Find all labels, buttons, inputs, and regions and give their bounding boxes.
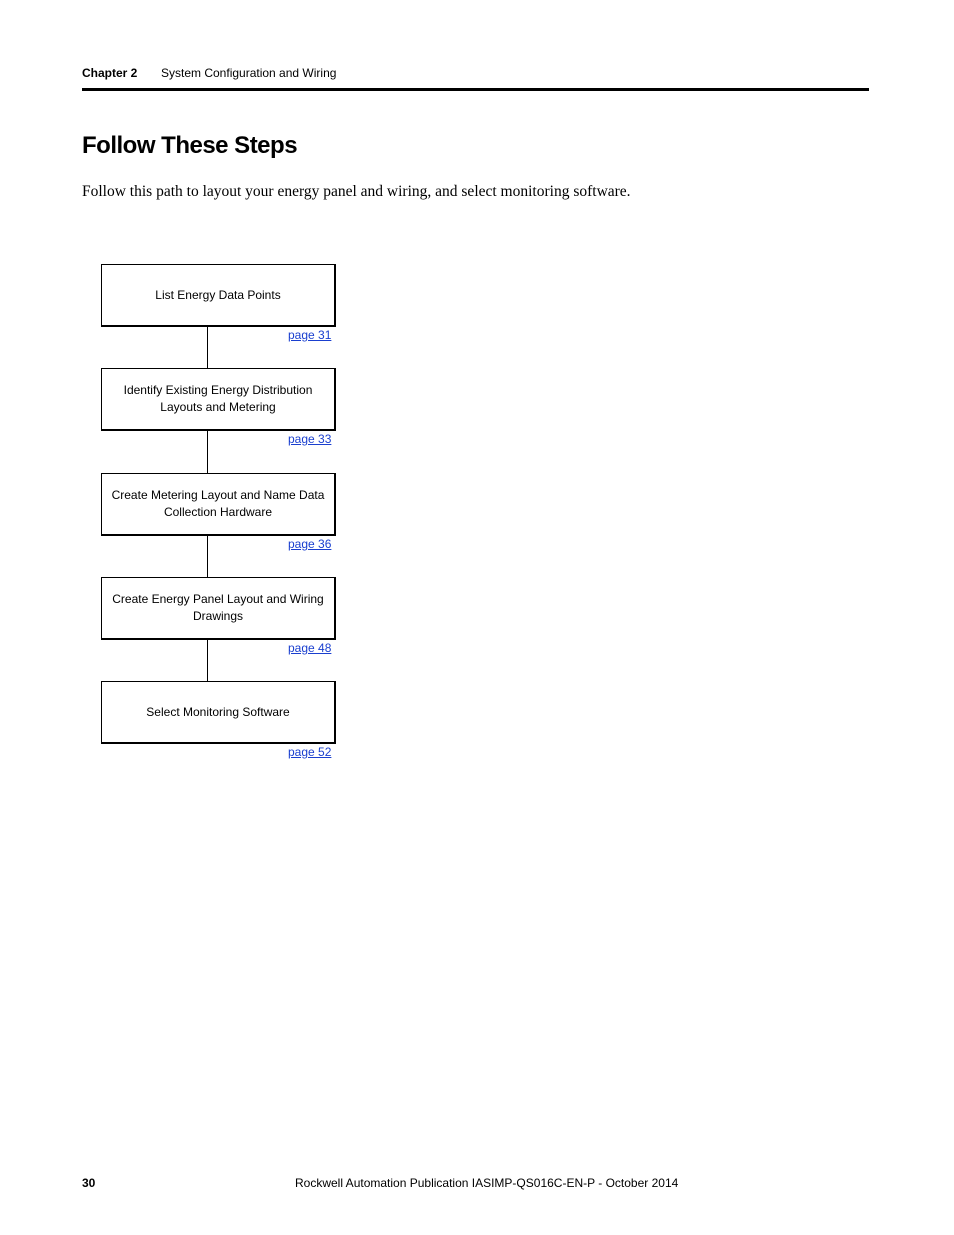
connector-line <box>207 431 208 473</box>
step-box-5 <box>101 681 336 744</box>
running-header <box>82 66 337 80</box>
step-label: Create Metering Layout and Name Data Collection Hardware <box>111 488 325 519</box>
step-box-4 <box>101 577 336 640</box>
step-label: Create Energy Panel Layout and Wiring Drawings <box>112 592 324 623</box>
header-rule <box>82 88 869 91</box>
connector-line <box>207 640 208 681</box>
page-title: Follow These Steps <box>82 132 298 159</box>
page-link-4[interactable]: page 48 <box>288 641 332 655</box>
step-label: Identify Existing Energy Distribution Layouts and Metering <box>123 383 313 414</box>
step-box-2 <box>101 368 336 431</box>
intro-text: Follow this path to layout your energy panel and wiring, and select monitoring software. <box>82 183 631 200</box>
step-label: List Energy Data Points <box>155 287 281 302</box>
footer-publication: Rockwell Automation Publication IASIMP-QS016C-EN-P - October 2014 <box>295 1176 679 1190</box>
page-link-1[interactable]: page 31 <box>288 328 332 342</box>
step-box-1 <box>101 264 336 327</box>
page-link-5[interactable]: page 52 <box>288 745 332 759</box>
step-label: Select Monitoring Software <box>146 704 290 719</box>
page-link-2[interactable]: page 33 <box>288 432 332 446</box>
connector-line <box>207 536 208 577</box>
step-box-3 <box>101 473 336 536</box>
connector-line <box>207 327 208 369</box>
footer-page-number: 30 <box>82 1176 96 1190</box>
page-link-3[interactable]: page 36 <box>288 537 332 551</box>
chapter-label: Chapter 2 <box>82 66 138 80</box>
chapter-title: System Configuration and Wiring <box>161 66 337 80</box>
